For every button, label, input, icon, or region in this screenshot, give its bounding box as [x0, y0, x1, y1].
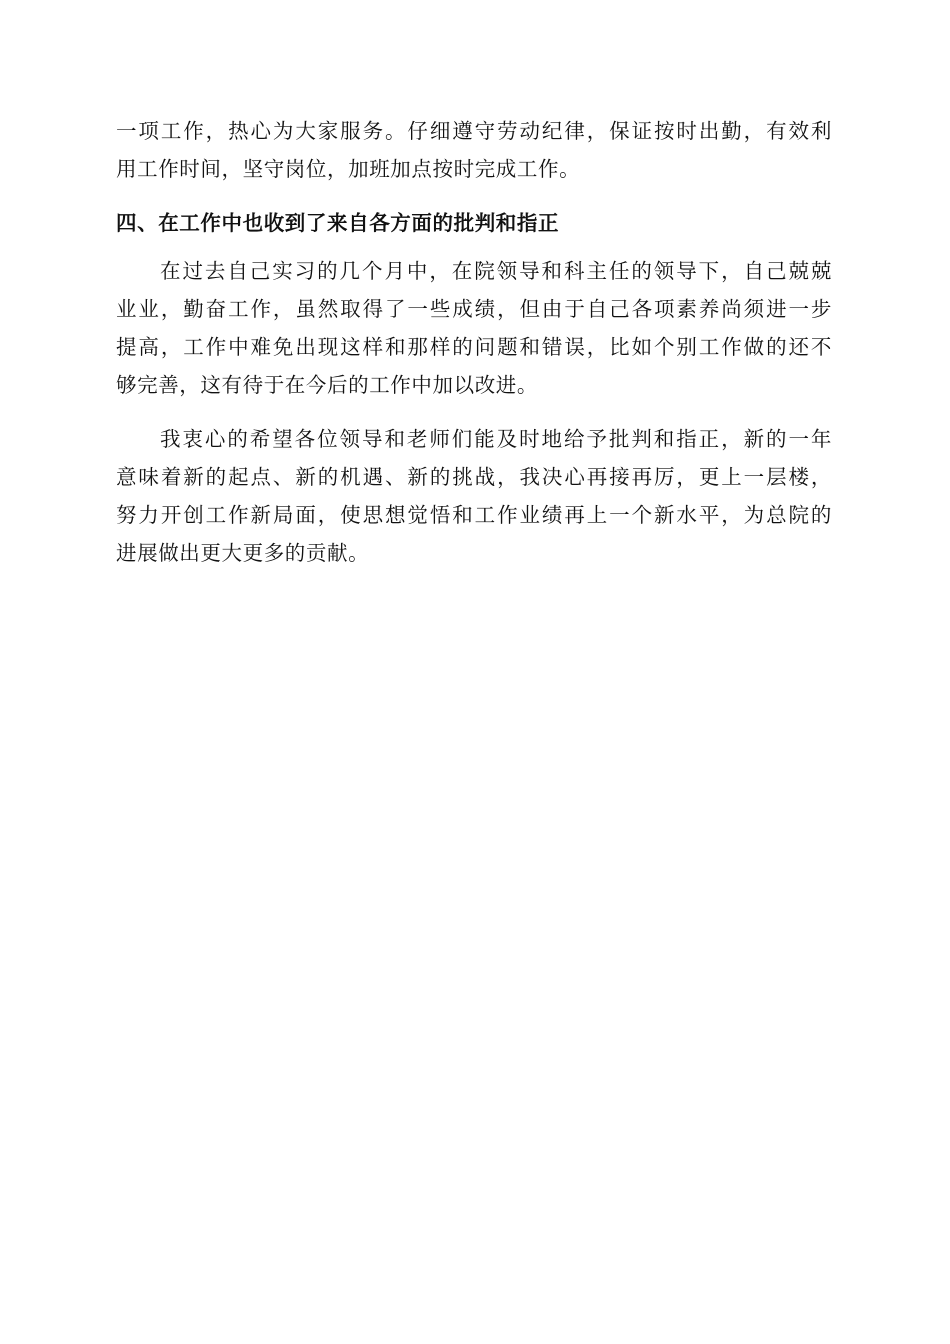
paragraph-line: 业业，勤奋工作，虽然取得了一些成绩，但由于自己各项素养尚须进一步 [116, 297, 832, 321]
paragraph-line: 用工作时间，坚守岗位，加班加点按时完成工作。 [116, 157, 581, 181]
paragraph-spacer [116, 404, 832, 420]
paragraph-line: 提高，工作中难免出现这样和那样的问题和错误，比如个别工作做的还不 [116, 335, 832, 359]
paragraph-line: 进展做出更大更多的贡献。 [116, 541, 370, 565]
paragraph-1 [116, 252, 832, 404]
document-body [116, 112, 832, 572]
paragraph-line: 努力开创工作新局面，使思想觉悟和工作业绩再上一个新水平，为总院的 [116, 503, 832, 527]
paragraph-line: 一项工作，热心为大家服务。仔细遵守劳动纪律，保证按时出勤，有效利 [116, 119, 832, 143]
paragraph-line: 够完善，这有待于在今后的工作中加以改进。 [116, 373, 538, 397]
paragraph-line: 在过去自己实习的几个月中，在院领导和科主任的领导下，自己兢兢 [160, 259, 832, 283]
paragraph-line: 意味着新的起点、新的机遇、新的挑战，我决心再接再厉，更上一层楼， [116, 465, 832, 489]
paragraph-line: 我衷心的希望各位领导和老师们能及时地给予批判和指正，新的一年 [160, 427, 832, 451]
paragraph-2 [116, 420, 832, 572]
continued-paragraph [116, 112, 832, 188]
section-heading: 四、在工作中也收到了来自各方面的批判和指正 [116, 211, 560, 235]
